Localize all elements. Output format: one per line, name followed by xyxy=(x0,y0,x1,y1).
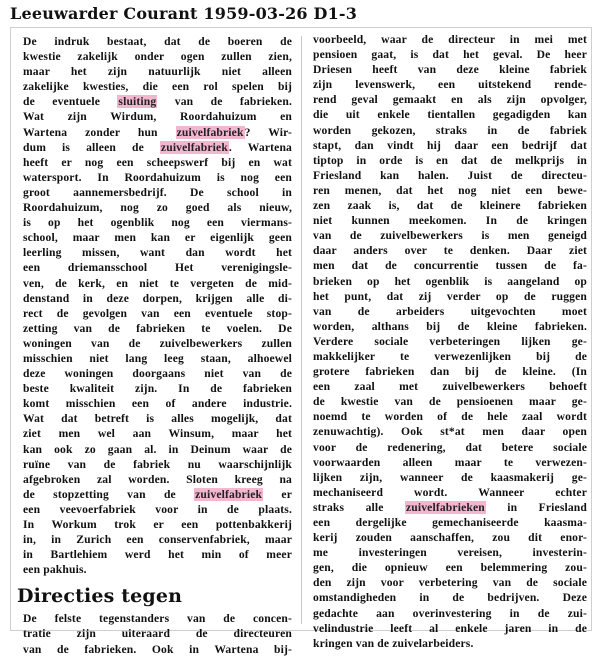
text-line: in Bartlehiem werd het min of meer xyxy=(23,548,292,562)
left-column xyxy=(11,28,298,656)
text-line: school, maar men kan er eigenlijk geen xyxy=(23,231,292,245)
text-line: De felste tegenstanders van de concen- xyxy=(23,612,292,626)
text-line: pensioen gaat, is dat het geval. De heer xyxy=(313,48,587,62)
text-line: Wat zijn Wirdum, Roordahuizum en xyxy=(23,110,292,124)
highlighted-term: zuivelfabriek xyxy=(176,125,244,139)
text-line: Wartena zonder hun zuivelfabriek? Wir- xyxy=(23,125,292,139)
text-line: zijn levenswerk, een uitstekend rende- xyxy=(313,78,587,92)
text-line: voor de redenering, dat betere sociale xyxy=(313,440,587,454)
text-line: een dergelijke gemechaniseerde kaasma- xyxy=(313,516,587,529)
text-line: niet kunnen meekomen. In de kringen xyxy=(313,214,587,228)
text-line: een veevoerfabriek voor in de plaats. xyxy=(23,502,292,516)
text-line: men dat de concurrentie tussen de fa- xyxy=(313,259,587,273)
text-line: Friesland kan halen. Juist de directeu- xyxy=(313,168,587,182)
highlighted-term: zuivelfabrieken xyxy=(405,500,485,514)
text-line: voorwaarden alleen maar te verwezen- xyxy=(313,455,587,469)
text-line: denstand in deze dorpen, krijgen alle di- xyxy=(23,291,292,305)
text-line: tratie zijn uiteraard de directeuren xyxy=(23,627,292,641)
article-body-right xyxy=(313,32,587,651)
text-line: me investeringen vereisen, investerin- xyxy=(313,546,587,560)
text-line: stapt, dan vindt hij daar een bedrijf dat xyxy=(313,138,587,152)
text-line: rend geval gemaakt en als zijn opvolger, xyxy=(313,93,587,107)
highlighted-term: sluiting xyxy=(118,95,157,109)
text-line: ziet men wel aan Winsum, maar het xyxy=(23,427,292,441)
text-line: ven, de kerk, en niet te vergeten de mid- xyxy=(23,276,292,290)
text-line: zetting van de fabrieken te voelen. De xyxy=(23,321,292,335)
article-body-left-continued xyxy=(23,611,292,656)
text-line: woningen van de zuivelbewerkers zullen xyxy=(23,336,292,350)
text-line: gen, die opnieuw een belemmering zou- xyxy=(313,561,587,575)
text-line: kringen van de zuivelarbeiders. xyxy=(313,636,474,650)
newspaper-masthead: Leeuwarder Courant 1959-03-26 D1-3 xyxy=(10,4,358,23)
text-line: watersport. In Roordahuizum is nog een xyxy=(23,170,292,184)
text-line: beste kwaliteit zijn. In de fabrieken xyxy=(23,382,292,396)
text-line: noemd te worden of de hele zaal wordt xyxy=(313,410,587,424)
text-line: daar anders over te denken. Daar ziet xyxy=(313,244,587,258)
text-line: kwestie zakelijk onder ogen zullen zien, xyxy=(23,50,292,64)
text-line: Verdere sociale verbeteringen lijken ge- xyxy=(313,334,587,348)
text-line: straks alle zuivelfabrieken in Friesland xyxy=(313,500,587,514)
newspaper-clipping xyxy=(10,27,592,656)
text-line: het punt, dat zij verder op de ruggen xyxy=(313,289,587,303)
text-line: deze woningen doorgaans niet van de xyxy=(23,367,292,381)
text-line: grotere fabrieken dan bij de kleine. (In xyxy=(313,365,587,379)
text-line: worden gekozen, straks in de fabriek xyxy=(313,123,587,137)
text-line: heeft er nog een scheepswerf bij en wat xyxy=(23,155,292,169)
text-line: van de arbeiders uitgevochten moet xyxy=(313,304,587,318)
text-line: worden, althans bij de kleine fabrieken. xyxy=(313,319,587,333)
text-line: ruïne van de fabriek nu waarschijnlijk xyxy=(23,457,292,471)
text-line: die uit enkele tientallen gegadigden kan xyxy=(313,108,587,122)
text-line: zenuwachtig). Ook st*at men daar open xyxy=(313,425,587,439)
text-line: de stopzetting van de zuivelfabriek er xyxy=(23,487,292,501)
text-line: voorbeeld, waar de directeur in mei met xyxy=(313,33,587,46)
text-line: gedachte aan overinvestering in de zui- xyxy=(313,606,587,620)
text-line: mechaniseerd wordt. Wanneer echter xyxy=(313,485,587,499)
right-column xyxy=(307,28,593,650)
text-line: misschien niet lang leeg staan, alhoewel xyxy=(23,351,292,365)
highlighted-term: zuivelfabriek xyxy=(160,140,228,154)
text-line: van de fabrieken. Ook in Wartena bij- xyxy=(23,642,292,656)
text-line: lijken zijn, wanneer de kaasmakerij ge- xyxy=(313,470,587,484)
text-line: rect de gevolgen van een eventuele stop- xyxy=(23,306,292,320)
text-line: makkelijker te verwezenlijken bij de xyxy=(313,349,587,363)
column-divider xyxy=(301,36,302,624)
text-line: leerling missen, want dan wordt het xyxy=(23,246,292,260)
text-line: groot aannemersbedrijf. De school in xyxy=(23,185,292,199)
text-line: tiptop in orde is en dat de melkprijs in xyxy=(313,153,587,167)
text-line: de eventuele sluiting van de fabrieken. xyxy=(23,95,292,109)
text-line: Driesen heeft van deze kleine fabriek xyxy=(313,63,587,77)
text-line: ren menen, dat het nog niet een bewe- xyxy=(313,183,587,197)
text-line: zen zaak is, dat de kleinere fabrieken xyxy=(313,199,587,213)
text-line: Wat dat betreft is alles mogelijk, dat xyxy=(23,412,292,426)
text-line: maar het zijn natuurlijk niet alleen xyxy=(23,65,292,79)
text-line: brieken op het ogenblik is aangeland op xyxy=(313,274,587,288)
text-line: Roordahuizum, nog zo goed als nieuw, xyxy=(23,201,292,215)
text-line: zakelijke kwesties, die een rol spelen bij xyxy=(23,80,292,94)
text-line: een pakhuis. xyxy=(23,563,87,577)
text-line: in, in Zurich een conservenfabriek, maar xyxy=(23,533,292,547)
text-line: De indruk bestaat, dat de boeren de xyxy=(23,35,292,48)
text-line: is op het ogenblik nog een viermans- xyxy=(23,216,292,230)
subheading: Directies tegen xyxy=(17,585,183,608)
text-line: van de zuivelbewerkers is men geneigd xyxy=(313,229,587,243)
text-line: omstandigheden in de bedrijven. Deze xyxy=(313,591,587,605)
text-line: een zaal met zuivelbewerkers behoeft xyxy=(313,380,587,394)
text-line: kan ook zo gaan al. in Deinum waar de xyxy=(23,442,292,456)
text-line: komt misschien een of andere industrie. xyxy=(23,397,292,411)
text-line: velindustrie leeft al enkele jaren in de xyxy=(313,621,587,635)
text-line: afgebroken zal worden. Sloten kreeg na xyxy=(23,472,292,486)
text-line: een driemansschool Het verenigingsle- xyxy=(23,261,292,275)
text-line: kerij zouden aanschaffen, zou dit enor- xyxy=(313,531,587,545)
text-line: de kwestie van de pensioenen maar ge- xyxy=(313,395,587,409)
text-line: den zijn voor verbetering van de sociale xyxy=(313,576,587,590)
highlighted-term: zuivelfabriek xyxy=(195,487,263,501)
article-body-left xyxy=(23,34,292,577)
text-line: dum is alleen de zuivelfabriek. Wartena xyxy=(23,140,292,154)
text-line: In Workum trok er een pottenbakkerij xyxy=(23,518,292,531)
